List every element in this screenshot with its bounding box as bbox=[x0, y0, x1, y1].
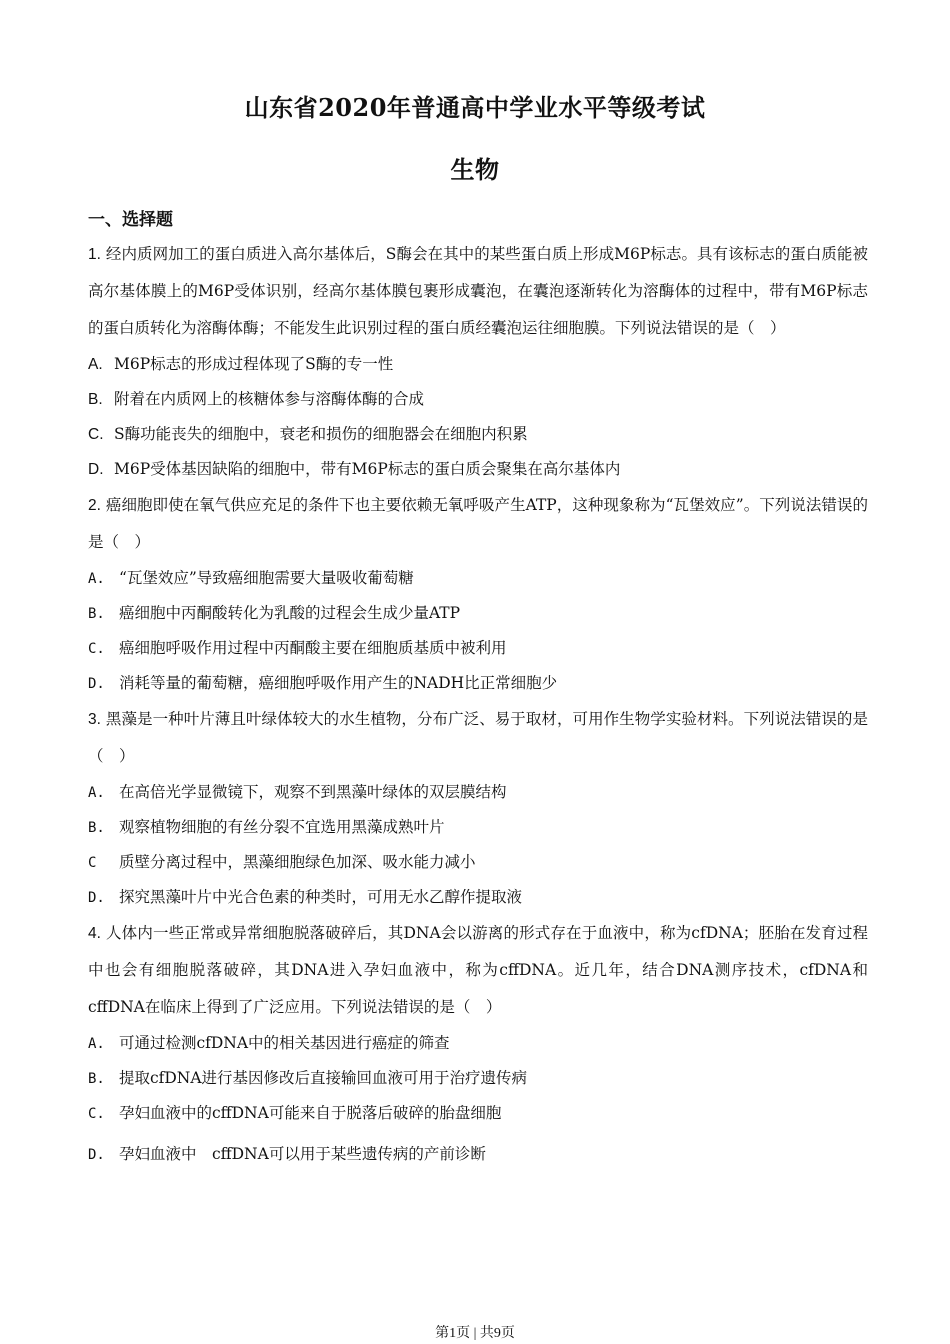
question-1 bbox=[88, 236, 868, 487]
option-c bbox=[88, 631, 868, 666]
question-stem bbox=[88, 915, 868, 1026]
option-a bbox=[88, 561, 868, 596]
question-2 bbox=[88, 487, 868, 701]
option-text: M6P标志的形成过程体现了S酶的专一性 bbox=[114, 355, 394, 373]
question-number: 3. bbox=[88, 711, 101, 728]
question-text: 人体内一些正常或异常细胞脱落破碎后，其DNA会以游离的形式存在于血液中，称为cfDNA；胚胎在发育过程中也会有细胞脱落破碎，其DNA进入孕妇血液中，称为cffDNA。近几年，结合DNA测序技术，cfDNA和cffDNA在临床上得到了广泛应用。下列说法错误的是（ ） bbox=[88, 924, 868, 1016]
option-label: B. bbox=[88, 1071, 105, 1087]
option-text: M6P受体基因缺陷的细胞中，带有M6P标志的蛋白质会聚集在高尔基体内 bbox=[114, 460, 621, 478]
page-footer: 第1页 | 共9页 bbox=[435, 1326, 515, 1341]
question-number: 2. bbox=[88, 497, 101, 514]
option-b bbox=[88, 1061, 868, 1096]
option-label: C. bbox=[88, 426, 104, 443]
option-label: C bbox=[88, 855, 97, 871]
option-text: S酶功能丧失的细胞中，衰老和损伤的细胞器会在细胞内积累 bbox=[114, 425, 528, 443]
option-text: 孕妇血液中的cffDNA可能来自于脱落后破碎的胎盘细胞 bbox=[118, 1104, 502, 1122]
option-d bbox=[88, 666, 868, 701]
option-text: 孕妇血液中 cffDNA可以用于某些遗传病的产前诊断 bbox=[118, 1145, 486, 1163]
option-a bbox=[88, 347, 868, 382]
option-label: B. bbox=[88, 820, 105, 836]
option-b bbox=[88, 810, 868, 845]
option-label: C. bbox=[88, 1106, 105, 1122]
option-text: 消耗等量的葡萄糖，癌细胞呼吸作用产生的NADH比正常细胞少 bbox=[118, 674, 558, 692]
option-label: D. bbox=[88, 1147, 105, 1163]
option-label: A. bbox=[88, 571, 105, 587]
section-heading: 一、选择题 bbox=[88, 210, 173, 230]
question-number: 1. bbox=[88, 246, 101, 263]
option-label: C. bbox=[88, 641, 105, 657]
question-stem bbox=[88, 236, 868, 347]
option-text: “瓦堡效应”导致癌细胞需要大量吸收葡萄糖 bbox=[118, 569, 414, 587]
option-text: 在高倍光学显微镜下，观察不到黑藻叶绿体的双层膜结构 bbox=[118, 783, 507, 801]
option-c bbox=[88, 1096, 868, 1131]
option-text: 探究黑藻叶片中光合色素的种类时，可用无水乙醇作提取液 bbox=[118, 888, 522, 906]
option-text: 癌细胞中丙酮酸转化为乳酸的过程会生成少量ATP bbox=[118, 604, 461, 622]
question-stem bbox=[88, 701, 868, 775]
option-text: 观察植物细胞的有丝分裂不宜选用黑藻成熟叶片 bbox=[118, 818, 445, 836]
option-text: 附着在内质网上的核糖体参与溶酶体酶的合成 bbox=[114, 390, 425, 408]
question-number: 4. bbox=[88, 925, 101, 942]
option-d bbox=[88, 1137, 868, 1172]
option-label: A. bbox=[88, 785, 105, 801]
option-d bbox=[88, 452, 868, 487]
document-title: 山东省2020年普通高中学业水平等级考试 bbox=[244, 93, 706, 122]
question-4 bbox=[88, 915, 868, 1172]
question-list bbox=[88, 236, 868, 1172]
question-stem bbox=[88, 487, 868, 561]
question-text: 癌细胞即使在氧气供应充足的条件下也主要依赖无氧呼吸产生ATP，这种现象称为“瓦堡效应”。下列说法错误的是（ ） bbox=[88, 496, 868, 551]
option-b bbox=[88, 382, 868, 417]
option-b bbox=[88, 596, 868, 631]
subject-title: 生物 bbox=[450, 155, 500, 184]
option-label: A. bbox=[88, 1036, 105, 1052]
option-c bbox=[88, 417, 868, 452]
option-label: D. bbox=[88, 890, 105, 906]
option-label: D. bbox=[88, 461, 104, 478]
option-label: B. bbox=[88, 606, 105, 622]
question-text: 黑藻是一种叶片薄且叶绿体较大的水生植物，分布广泛、易于取材，可用作生物学实验材料。下列说法错误的是（ ） bbox=[88, 710, 868, 765]
option-d bbox=[88, 880, 868, 915]
option-text: 提取cfDNA进行基因修改后直接输回血液可用于治疗遗传病 bbox=[118, 1069, 528, 1087]
option-label: D. bbox=[88, 676, 105, 692]
option-c bbox=[88, 845, 868, 880]
question-3 bbox=[88, 701, 868, 915]
option-text: 癌细胞呼吸作用过程中丙酮酸主要在细胞质基质中被利用 bbox=[118, 639, 507, 657]
option-label: B. bbox=[88, 391, 103, 408]
option-a bbox=[88, 1026, 868, 1061]
option-label: A. bbox=[88, 356, 103, 373]
option-a bbox=[88, 775, 868, 810]
option-text: 质壁分离过程中，黑藻细胞绿色加深、吸水能力减小 bbox=[118, 853, 476, 871]
option-text: 可通过检测cfDNA中的相关基因进行癌症的筛查 bbox=[118, 1034, 450, 1052]
question-text: 经内质网加工的蛋白质进入高尔基体后，S酶会在其中的某些蛋白质上形成M6P标志。具有该标志的蛋白质能被高尔基体膜上的M6P受体识别，经高尔基体膜包裹形成囊泡，在囊泡逐渐转化为溶酶体的过程中，带有M6P标志的蛋白质转化为溶酶体酶；不能发生此识别过程的蛋白质经囊泡运往细胞膜。下列说法错误的是（ ） bbox=[88, 245, 868, 337]
